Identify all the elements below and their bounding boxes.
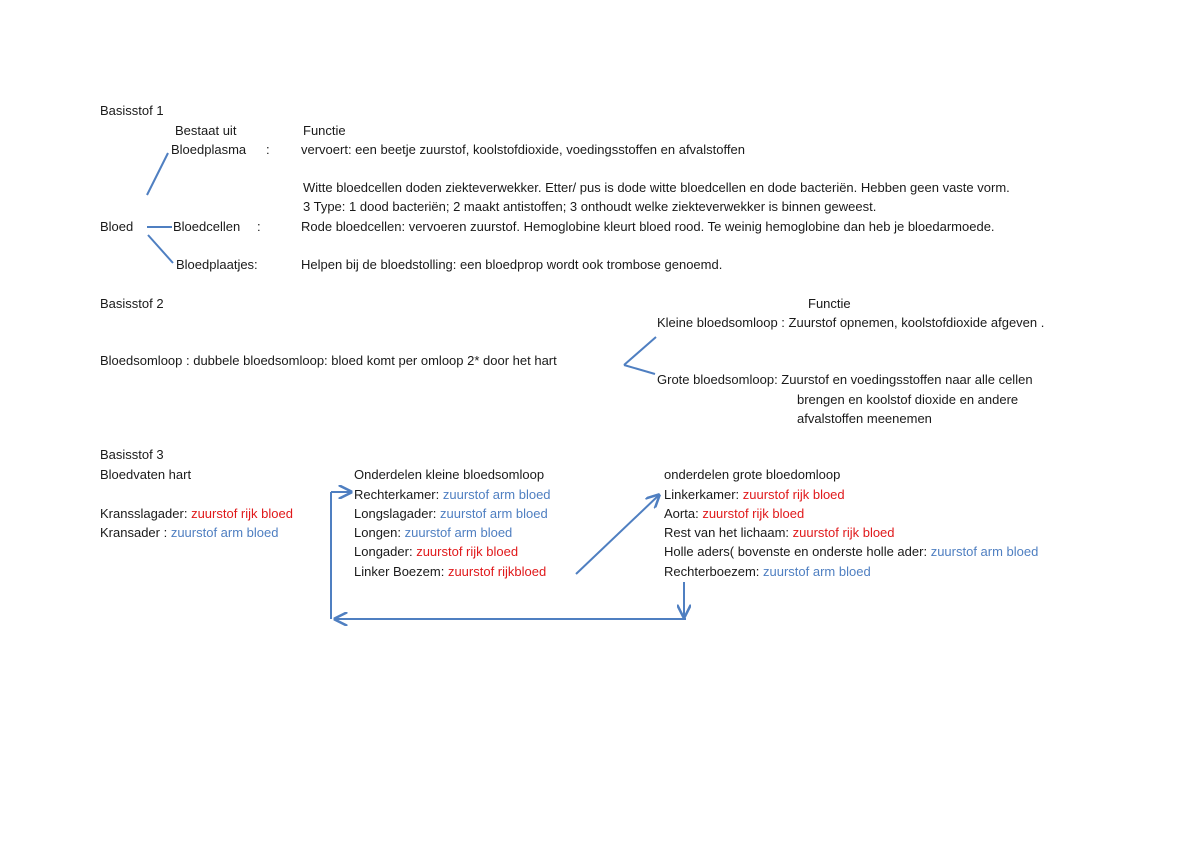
s1-bloedplaatjes: Bloedplaatjes:: [176, 257, 258, 272]
s1-witte-1: Witte bloedcellen doden ziekteverwekker. Etter/ pus is dode witte bloedcellen en dode bacteriën. Hebben geen vaste vorm.: [303, 180, 1010, 195]
kleine-item: [354, 544, 518, 560]
kransader-label: Kransader :: [100, 525, 168, 540]
grote-item-label: Holle aders( bovenste en onderste holle ader:: [664, 544, 928, 559]
s3-grote-title: onderdelen grote bloedomloop: [664, 467, 841, 482]
kleine-item: [354, 487, 551, 503]
s1-bloedcellen: Bloedcellen: [173, 219, 241, 234]
s1-plasma-func: vervoert: een beetje zuurstof, koolstofdioxide, voedingsstoffen en afvalstoffen: [301, 142, 745, 157]
s1-col-functie: Functie: [303, 123, 346, 138]
s2-kleine: Kleine bloedsomloop : Zuurstof opnemen, koolstofdioxide afgeven .: [657, 315, 1045, 330]
s1-witte-2: 3 Type: 1 dood bacteriën; 2 maakt antistoffen; 3 onthoudt welke ziekteverwekker is binnen geweest.: [303, 199, 877, 214]
s3-kleine-title: Onderdelen kleine bloedsomloop: [354, 467, 545, 482]
s2-heading: Basisstof 2: [100, 296, 164, 311]
tree-line-plaatjes: [148, 235, 173, 263]
kleine-item-value: zuurstof rijk bloed: [416, 544, 519, 559]
s3-kransslagader: [100, 506, 293, 522]
s1-colon-plasma: :: [266, 142, 270, 157]
grote-item-value: zuurstof rijk bloed: [702, 506, 805, 521]
s1-plaatjes-func: Helpen bij de bloedstolling: een bloedprop wordt ook trombose genoemd.: [301, 257, 723, 272]
arrow-to-linkerkamer: [576, 495, 659, 574]
grote-item-value: zuurstof arm bloed: [930, 544, 1039, 559]
kleine-item-label: Longader:: [354, 544, 413, 559]
kleine-item: [354, 525, 512, 541]
s1-rode: Rode bloedcellen: vervoeren zuurstof. Hemoglobine kleurt bloed rood. Te weinig hemoglobine dan heb je bloedarmoede.: [301, 219, 995, 234]
s2-functie: Functie: [808, 296, 851, 311]
s3-sub: Bloedvaten hart: [100, 467, 192, 482]
s3-kransader: [100, 525, 279, 541]
grote-item: [664, 506, 804, 522]
s1-colon-cellen: :: [257, 219, 261, 234]
kleine-item-value: zuurstof arm bloed: [440, 506, 548, 521]
kleine-item-label: Longen:: [354, 525, 401, 540]
grote-item-value: zuurstof rijk bloed: [792, 525, 895, 540]
grote-item: [664, 487, 845, 503]
kleine-item-value: zuurstof arm bloed: [404, 525, 513, 540]
grote-item: [664, 544, 1038, 560]
grote-item-value: zuurstof arm bloed: [763, 564, 871, 579]
s2-grote-1: Grote bloedsomloop: Zuurstof en voedingsstoffen naar alle cellen: [657, 372, 1033, 387]
kleine-item-label: Longslagader:: [354, 506, 437, 521]
kleine-item-value: zuurstof rijkbloed: [447, 564, 547, 579]
kransader-value: zuurstof arm bloed: [170, 525, 279, 540]
kransslagader-label: Kransslagader:: [100, 506, 188, 521]
s1-heading: Basisstof 1: [100, 103, 164, 118]
branch-line-kleine: [624, 337, 656, 365]
s2-grote-3: afvalstoffen meenemen: [797, 411, 932, 426]
s1-bloedplasma: Bloedplasma: [171, 142, 247, 157]
kleine-item-label: Linker Boezem:: [354, 564, 445, 579]
grote-item-label: Rest van het lichaam:: [664, 525, 790, 540]
grote-item-label: Rechterboezem:: [664, 564, 760, 579]
s1-col-bestaat: Bestaat uit: [175, 123, 237, 138]
grote-item: [664, 564, 871, 580]
branch-line-grote: [624, 365, 655, 374]
kleine-item: [354, 564, 546, 580]
s1-bloed: Bloed: [100, 219, 134, 234]
s2-grote-2: brengen en koolstof dioxide en andere: [797, 392, 1019, 407]
s3-heading: Basisstof 3: [100, 447, 164, 462]
grote-item-label: Aorta:: [664, 506, 699, 521]
grote-item-value: zuurstof rijk bloed: [742, 487, 845, 502]
grote-item-label: Linkerkamer:: [664, 487, 740, 502]
s2-bloedsomloop: Bloedsomloop : dubbele bloedsomloop: bloed komt per omloop 2* door het hart: [100, 353, 557, 368]
kleine-item-value: zuurstof arm bloed: [442, 487, 551, 502]
grote-item: [664, 525, 895, 541]
kransslagader-value: zuurstof rijk bloed: [191, 506, 293, 521]
kleine-item: [354, 506, 548, 522]
kleine-item-label: Rechterkamer:: [354, 487, 440, 502]
tree-line-plasma: [147, 153, 168, 195]
